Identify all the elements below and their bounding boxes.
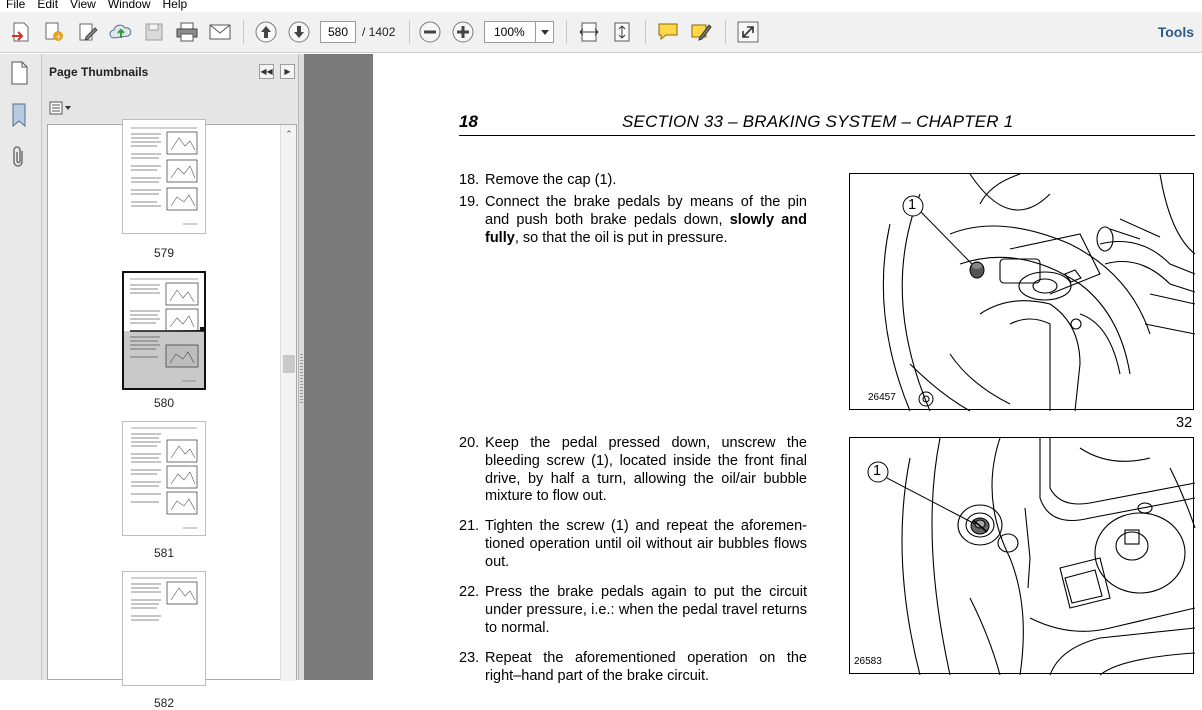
toolbar-separator bbox=[409, 20, 410, 44]
step-text-bold: slowly and fully bbox=[485, 211, 807, 246]
navigation-rail bbox=[0, 54, 42, 680]
step-number: 21. bbox=[459, 518, 480, 534]
thumbnail-label: 580 bbox=[153, 396, 175, 410]
thumbnail-list[interactable] bbox=[47, 124, 297, 710]
step-text: Repeat the aforementioned operation on the right–hand part of the brake circuit. bbox=[485, 650, 807, 684]
email-icon[interactable] bbox=[208, 20, 232, 44]
toolbar bbox=[0, 12, 1202, 53]
step-text: Press the brake pedals again to put the circuit under pressure, i.e.: when the pedal travel returns to normal. bbox=[485, 584, 807, 636]
panel-forward-icon[interactable]: ▶ bbox=[280, 64, 295, 79]
menu-file[interactable]: File bbox=[6, 0, 26, 11]
thumbnail-page-581[interactable] bbox=[122, 421, 206, 536]
page-thumbnails-panel bbox=[42, 54, 299, 710]
page-total: / 1402 bbox=[362, 25, 396, 39]
zoom-select[interactable] bbox=[484, 21, 554, 43]
figure-number: 32 bbox=[1176, 415, 1193, 431]
document-viewport[interactable] bbox=[304, 54, 1202, 684]
save-icon[interactable] bbox=[142, 20, 166, 44]
zoom-value: 100% bbox=[494, 25, 525, 39]
create-pdf-icon[interactable] bbox=[9, 20, 33, 44]
toolbar-separator bbox=[645, 20, 646, 44]
menu-bar bbox=[0, 0, 1202, 12]
document-page bbox=[373, 54, 1202, 684]
toolbar-separator bbox=[725, 20, 726, 44]
thumbnail-label: 581 bbox=[153, 546, 175, 560]
attachments-icon[interactable] bbox=[6, 144, 32, 170]
section-title: SECTION 33 – BRAKING SYSTEM – CHAPTER 1 bbox=[622, 112, 1014, 131]
expand-icon[interactable] bbox=[736, 20, 760, 44]
page-thumbnails-icon[interactable] bbox=[6, 60, 32, 86]
step-number: 23. bbox=[459, 650, 480, 666]
bookmarks-icon[interactable] bbox=[6, 102, 32, 128]
thumbnail-options-icon[interactable] bbox=[48, 100, 74, 116]
step-number: 19. bbox=[459, 194, 480, 210]
figure-brake-cap bbox=[849, 173, 1194, 410]
figure-drawing bbox=[850, 174, 1195, 411]
page-header bbox=[459, 110, 1195, 136]
page-number-input[interactable]: 580 bbox=[320, 21, 356, 43]
previous-page-icon[interactable] bbox=[254, 20, 278, 44]
splitter-grip[interactable] bbox=[300, 354, 303, 404]
thumbnail-page-579[interactable] bbox=[122, 119, 206, 234]
next-page-icon[interactable] bbox=[287, 20, 311, 44]
page-number: 18 bbox=[459, 112, 478, 131]
thumbnail-scrollbar[interactable] bbox=[280, 125, 296, 681]
step-21 bbox=[459, 518, 807, 571]
figure-bleeding-screw bbox=[849, 437, 1194, 674]
edit-document-icon[interactable] bbox=[76, 20, 100, 44]
figure-callout: 1 bbox=[908, 197, 917, 213]
zoom-in-icon[interactable] bbox=[451, 20, 475, 44]
step-text: Remove the cap (1). bbox=[485, 172, 617, 188]
step-number: 22. bbox=[459, 584, 480, 600]
tools-button[interactable]: Tools bbox=[1157, 24, 1194, 40]
svg-text:+: + bbox=[55, 33, 62, 41]
zoom-out-icon[interactable] bbox=[418, 20, 442, 44]
step-text-regular: , so that the oil is put in pressure. bbox=[514, 229, 728, 246]
step-23 bbox=[459, 650, 807, 686]
figure-code: 26457 bbox=[868, 392, 896, 403]
figure-code: 26583 bbox=[854, 656, 882, 667]
step-19 bbox=[459, 194, 807, 247]
step-number: 20. bbox=[459, 435, 480, 451]
menu-window[interactable]: Window bbox=[107, 0, 151, 11]
chevron-up-icon[interactable]: ⌃ bbox=[285, 129, 293, 139]
figure-callout: 1 bbox=[873, 463, 882, 479]
thumbnail-label: 582 bbox=[153, 696, 175, 710]
step-18 bbox=[459, 172, 807, 190]
scrollbar-thumb[interactable] bbox=[283, 355, 295, 373]
toolbar-separator bbox=[566, 20, 567, 44]
chevron-down-icon[interactable] bbox=[535, 22, 553, 42]
upload-cloud-icon[interactable] bbox=[109, 20, 133, 44]
print-icon[interactable] bbox=[175, 20, 199, 44]
thumbnail-page-580[interactable] bbox=[122, 271, 206, 390]
step-text: Keep the pedal pressed down, unscrew the bleeding screw (1), located inside the front final drive, by half a turn, allowing the oil/air bubble mixture to flow out. bbox=[485, 435, 807, 505]
highlight-icon[interactable] bbox=[689, 20, 713, 44]
panel-title: Page Thumbnails bbox=[49, 65, 149, 79]
step-number: 18. bbox=[459, 172, 480, 188]
panel-header bbox=[42, 54, 299, 90]
menu-edit[interactable]: Edit bbox=[37, 0, 59, 11]
collapse-panel-icon[interactable]: ◀◀ bbox=[259, 64, 274, 79]
step-text-regular: Connect the brake pedals by means of the pin and push both brake pedals down, bbox=[485, 194, 807, 228]
comment-icon[interactable] bbox=[656, 20, 680, 44]
fit-page-icon[interactable] bbox=[610, 20, 634, 44]
step-22 bbox=[459, 584, 807, 637]
fit-width-icon[interactable] bbox=[577, 20, 601, 44]
thumbnail-page-582[interactable] bbox=[122, 571, 206, 686]
combine-files-icon[interactable] bbox=[42, 20, 66, 44]
figure-drawing bbox=[850, 438, 1195, 675]
step-20 bbox=[459, 435, 807, 506]
menu-view[interactable]: View bbox=[70, 0, 96, 11]
menu-help[interactable]: Help bbox=[162, 0, 188, 11]
toolbar-separator bbox=[243, 20, 244, 44]
thumbnail-label: 579 bbox=[153, 246, 175, 260]
step-text: Tighten the screw (1) and repeat the aforementioned operation until oil without air bubbles flows out. bbox=[485, 518, 807, 570]
step-text bbox=[485, 194, 807, 247]
